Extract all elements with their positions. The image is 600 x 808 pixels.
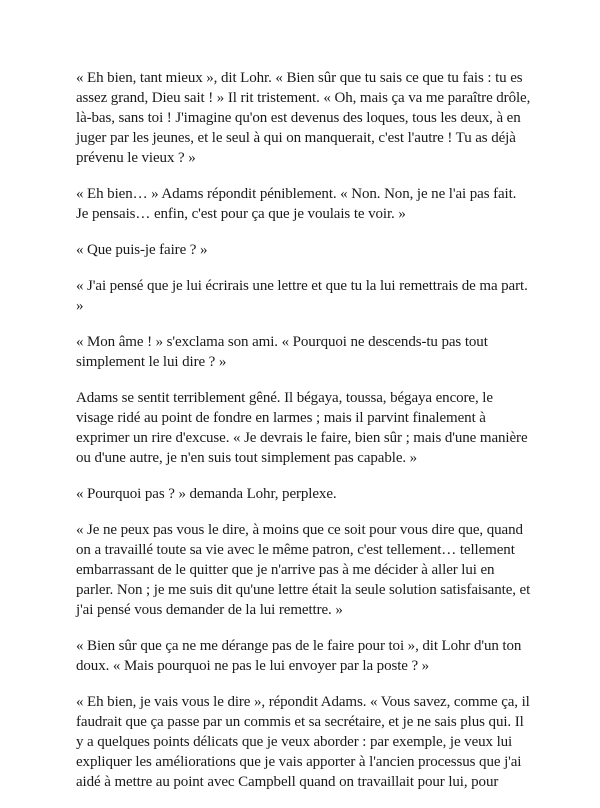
- paragraph: « J'ai pensé que je lui écrirais une lettre et que tu la lui remettrais de ma part. »: [76, 278, 528, 314]
- paragraph: « Eh bien, je vais vous le dire », répondit Adams. « Vous savez, comme ça, il faudrait que ça passe par un commis et sa secrétaire, et je ne sais plus qui. Il y a quelques points délicats que je veux aborder : par exemple, je veux lui expliquer les améliorations que je vais apporter à l'ancien processus que j'ai aidé à mettre au point avec Campbell quand on travaillait pour lui, pour: [76, 694, 530, 790]
- paragraph: « Je ne peux pas vous le dire, à moins que ce soit pour vous dire que, quand on a travaillé toute sa vie avec le même patron, c'est tellement… tellement embarrassant de le quitter que je n'arrive pas à me décider à aller lui en parler. Non ; je me suis dit qu'une lettre était la seule solution satisfaisante, et j'ai pensé vous demander de la lui remettre. »: [76, 522, 531, 618]
- paragraph: « Eh bien… » Adams répondit péniblement. « Non. Non, je ne l'ai pas fait. Je pensais… enfin, c'est pour ça que je voulais te voir. »: [76, 186, 517, 222]
- paragraph: « Eh bien, tant mieux », dit Lohr. « Bien sûr que tu sais ce que tu fais : tu es assez grand, Dieu sait ! » Il rit tristement. « Oh, mais ça va me paraître drôle, là-bas, sans toi ! J'imagine qu'on est devenus des loques, tous les deux, à en juger par les jeunes, et le seul à qui on manquerait, c'est l'autre ! Tu as déjà prévenu le vieux ? »: [76, 70, 531, 166]
- paragraph: Adams se sentit terriblement gêné. Il bégaya, toussa, bégaya encore, le visage ridé au point de fondre en larmes ; mais il parvint finalement à exprimer un rire d'excuse. « Je devrais le faire, bien sûr ; mais d'une manière ou d'une autre, je n'en suis tout simplement pas capable. »: [76, 390, 528, 466]
- paragraph: « Bien sûr que ça ne me dérange pas de le faire pour toi », dit Lohr d'un ton doux. « Mais pourquoi ne pas le lui envoyer par la poste ? »: [76, 638, 522, 674]
- document-body: [76, 68, 532, 808]
- paragraph: « Que puis-je faire ? »: [76, 242, 208, 258]
- paragraph: « Pourquoi pas ? » demanda Lohr, perplexe.: [76, 486, 337, 502]
- paragraph: « Mon âme ! » s'exclama son ami. « Pourquoi ne descends-tu pas tout simplement le lui dire ? »: [76, 334, 488, 370]
